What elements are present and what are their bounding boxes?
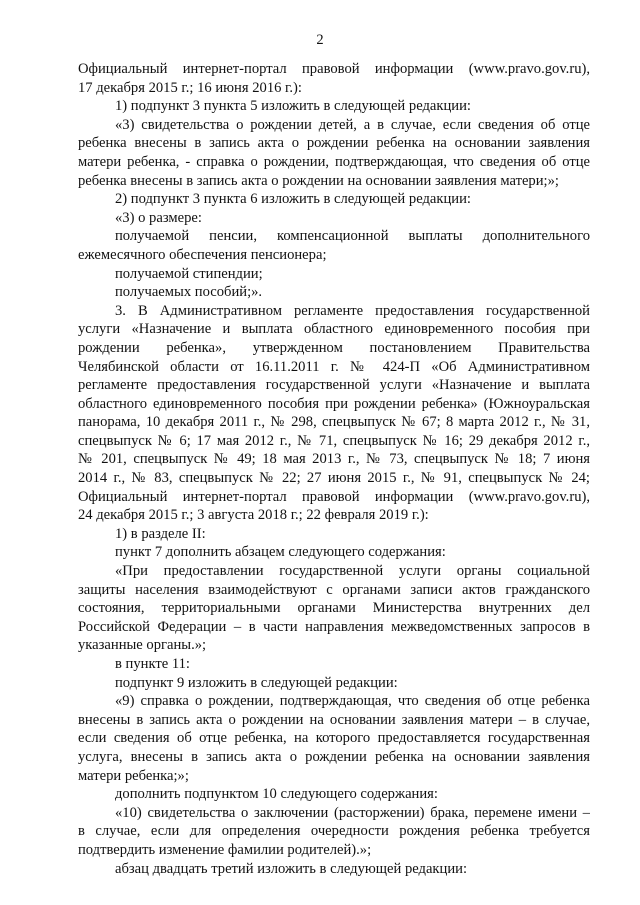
text-line: состояния, территориальными органами Министерства внутренних дел <box>78 600 590 617</box>
text-line: ребенка внесены в запись акта о рождении ребенка на основании заявления <box>78 135 590 152</box>
text-line: регламенте предоставления государственной услуги «Назначение и выплата <box>78 377 590 394</box>
text-line: «3) свидетельства о рождении детей, а в случае, если сведения об отце <box>115 116 590 133</box>
text-line: 24 декабря 2015 г.; 3 августа 2018 г.; 22 февраля 2019 г.): <box>78 507 429 524</box>
text-line: получаемой стипендии; <box>115 265 263 282</box>
text-line: услуги «Назначение и выплата областного единовременного пособия при <box>78 321 590 338</box>
text-line: Официальный интернет-портал правовой информации (www.pravo.gov.ru), <box>78 488 590 505</box>
text-line: 2) подпункт 3 пункта 6 изложить в следующей редакции: <box>115 191 471 208</box>
text-line: защиты населения взаимодействуют с органами записи актов гражданского <box>78 581 590 598</box>
text-line: № 201, спецвыпуск № 49; 18 мая 2013 г., № 73, спецвыпуск № 18; 7 июня <box>78 451 590 468</box>
text-line: матери ребенка, - справка о рождении, подтверждающая, что сведения об отце <box>78 153 590 170</box>
text-line: спецвыпуск № 6; 17 мая 2012 г., № 71, спецвыпуск № 16; 29 декабря 2012 г., <box>78 432 590 449</box>
text-line: панорама, 10 декабря 2011 г., № 298, спецвыпуск № 67; 8 марта 2012 г., № 31, <box>78 414 590 431</box>
text-line: если сведения об отце ребенка, на которого предоставляется государственная <box>78 730 590 747</box>
text-line: 1) подпункт 3 пункта 5 изложить в следующей редакции: <box>115 98 471 115</box>
text-line: «9) справка о рождении, подтверждающая, что сведения об отце ребенка <box>115 693 590 710</box>
text-line: «3) о размере: <box>115 209 202 226</box>
text-line: областного единовременного пособия при рождении ребенка» (Южноуральская <box>78 395 590 412</box>
text-line: указанные органы.»; <box>78 637 207 654</box>
text-line: «10) свидетельства о заключении (расторжении) брака, перемене имени – <box>115 804 590 821</box>
text-line: получаемых пособий;». <box>115 284 263 301</box>
text-line: абзац двадцать третий изложить в следующей редакции: <box>115 860 468 877</box>
text-line: ежемесячного обеспечения пенсионера; <box>78 246 327 263</box>
page-number: 2 <box>316 32 324 48</box>
text-line: дополнить подпунктом 10 следующего содержания: <box>115 786 438 803</box>
text-line: Российской Федерации – в части направления межведомственных запросов в <box>78 618 590 635</box>
text-line: пункт 7 дополнить абзацем следующего содержания: <box>115 544 446 561</box>
text-line: подпункт 9 изложить в следующей редакции: <box>115 674 398 691</box>
text-line: подтвердить изменение фамилии родителей).»; <box>78 841 372 858</box>
text-line: матери ребенка;»; <box>78 767 189 784</box>
text-line: в пункте 11: <box>115 656 190 672</box>
text-line: Официальный интернет-портал правовой информации (www.pravo.gov.ru), <box>78 61 590 77</box>
text-line: 3. В Административном регламенте предоставления государственной <box>115 302 590 319</box>
text-line: 1) в разделе II: <box>115 525 206 542</box>
text-line: получаемой пенсии, компенсационной выплаты дополнительного <box>115 228 590 245</box>
text-line: в случае, если для определения очередности рождения ребенка требуется <box>78 823 590 840</box>
text-line: «При предоставлении государственной услуги органы социальной <box>115 563 590 580</box>
text-line: 17 декабря 2015 г.; 16 июня 2016 г.): <box>78 79 302 96</box>
document-body <box>78 60 590 878</box>
text-line: 2014 г., № 83, спецвыпуск № 22; 27 июня 2015 г., № 91, спецвыпуск № 24; <box>78 470 590 487</box>
text-line: услуга, внесены в запись акта о рождении ребенка на основании заявления <box>78 748 590 765</box>
text-line: Челябинской области от 16.11.2011 г. № 424-П «Об Административном <box>78 358 590 375</box>
text-line: внесены в запись акта о рождении на основании заявления матери – в случае, <box>78 711 590 728</box>
text-line: рождении ребенка», утвержденном постановлением Правительства <box>78 339 590 356</box>
text-line: ребенка внесены в запись акта о рождении на основании заявления матери;»; <box>78 172 559 189</box>
